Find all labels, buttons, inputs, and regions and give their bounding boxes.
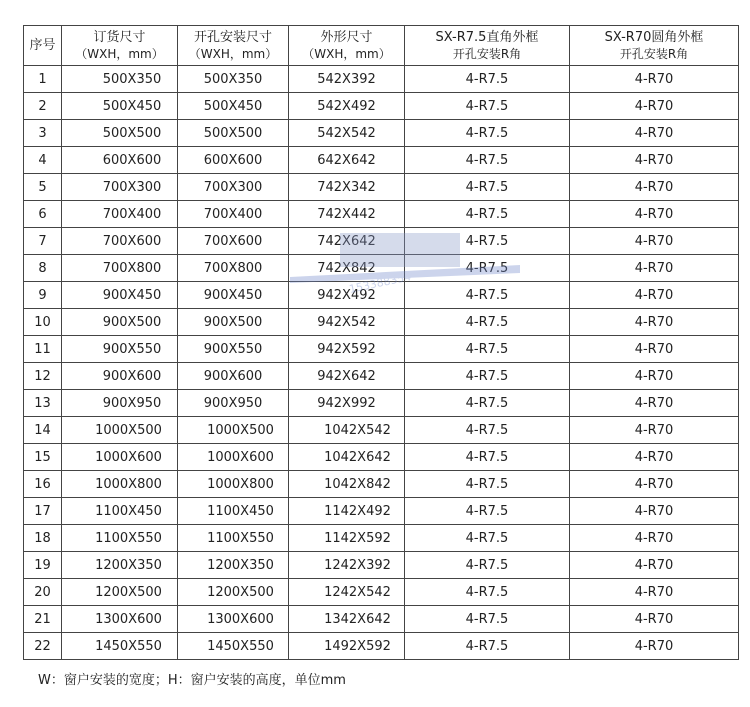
- table-row: [24, 147, 739, 174]
- cell-outer-size: 942X642: [289, 363, 405, 390]
- cell-order-size: 900X550: [62, 336, 178, 363]
- cell-r70-corner: 4-R70: [570, 66, 739, 93]
- cell-r75-corner: 4-R7.5: [405, 336, 570, 363]
- cell-order-size: 700X300: [62, 174, 178, 201]
- cell-outer-size: 1142X592: [289, 525, 405, 552]
- table-row: [24, 255, 739, 282]
- cell-r70-corner: 4-R70: [570, 309, 739, 336]
- cell-cut-size: 700X400: [178, 201, 289, 228]
- cell-cut-size: 700X300: [178, 174, 289, 201]
- table-row: [24, 201, 739, 228]
- cell-outer-size: 542X492: [289, 93, 405, 120]
- cell-seq: 14: [24, 417, 62, 444]
- cell-seq: 8: [24, 255, 62, 282]
- cell-outer-size: 742X842: [289, 255, 405, 282]
- cell-r75-corner: 4-R7.5: [405, 174, 570, 201]
- cell-r75-corner: 4-R7.5: [405, 525, 570, 552]
- watermark-text: 153388354: [347, 270, 413, 296]
- cell-r75-corner: 4-R7.5: [405, 444, 570, 471]
- cell-outer-size: 1242X392: [289, 552, 405, 579]
- table-row: [24, 174, 739, 201]
- cell-outer-size: 542X392: [289, 66, 405, 93]
- cell-cut-size: 1100X450: [178, 498, 289, 525]
- table-row: [24, 606, 739, 633]
- cell-outer-size: 1492X592: [289, 633, 405, 660]
- cell-outer-size: 1042X542: [289, 417, 405, 444]
- cell-r70-corner: 4-R70: [570, 255, 739, 282]
- cell-order-size: 1200X500: [62, 579, 178, 606]
- cell-r75-corner: 4-R7.5: [405, 228, 570, 255]
- cell-cut-size: 1450X550: [178, 633, 289, 660]
- cell-seq: 18: [24, 525, 62, 552]
- cell-order-size: 500X350: [62, 66, 178, 93]
- cell-cut-size: 500X350: [178, 66, 289, 93]
- cell-outer-size: 1042X842: [289, 471, 405, 498]
- cell-r70-corner: 4-R70: [570, 552, 739, 579]
- cell-cut-size: 500X500: [178, 120, 289, 147]
- header-r75-corner: SX-R7.5直角外框 开孔安装R角: [405, 26, 570, 66]
- cell-order-size: 700X600: [62, 228, 178, 255]
- cell-r75-corner: 4-R7.5: [405, 633, 570, 660]
- cell-outer-size: 942X542: [289, 309, 405, 336]
- cell-order-size: 600X600: [62, 147, 178, 174]
- header-outer-size: 外形尺寸 （WXH，mm）: [289, 26, 405, 66]
- cell-seq: 21: [24, 606, 62, 633]
- cell-outer-size: 1342X642: [289, 606, 405, 633]
- cell-cut-size: 600X600: [178, 147, 289, 174]
- cell-cut-size: 1000X500: [178, 417, 289, 444]
- cell-cut-size: 700X800: [178, 255, 289, 282]
- header-cut-size: 开孔安装尺寸 （WXH，mm）: [178, 26, 289, 66]
- cell-seq: 6: [24, 201, 62, 228]
- cell-seq: 12: [24, 363, 62, 390]
- cell-r75-corner: 4-R7.5: [405, 471, 570, 498]
- cell-cut-size: 1200X350: [178, 552, 289, 579]
- cell-r70-corner: 4-R70: [570, 120, 739, 147]
- cell-r75-corner: 4-R7.5: [405, 552, 570, 579]
- cell-cut-size: 700X600: [178, 228, 289, 255]
- spec-table: [23, 25, 739, 660]
- table-row: [24, 498, 739, 525]
- cell-r70-corner: 4-R70: [570, 390, 739, 417]
- cell-r70-corner: 4-R70: [570, 498, 739, 525]
- cell-outer-size: 942X492: [289, 282, 405, 309]
- cell-seq: 16: [24, 471, 62, 498]
- cell-seq: 11: [24, 336, 62, 363]
- table-row: [24, 309, 739, 336]
- cell-order-size: 1100X550: [62, 525, 178, 552]
- cell-seq: 7: [24, 228, 62, 255]
- cell-cut-size: 900X550: [178, 336, 289, 363]
- cell-seq: 1: [24, 66, 62, 93]
- table-row: [24, 444, 739, 471]
- cell-outer-size: 1042X642: [289, 444, 405, 471]
- cell-outer-size: 742X342: [289, 174, 405, 201]
- cell-outer-size: 742X442: [289, 201, 405, 228]
- cell-cut-size: 1100X550: [178, 525, 289, 552]
- cell-r70-corner: 4-R70: [570, 606, 739, 633]
- cell-r70-corner: 4-R70: [570, 363, 739, 390]
- cell-seq: 9: [24, 282, 62, 309]
- cell-seq: 22: [24, 633, 62, 660]
- table-row: [24, 282, 739, 309]
- cell-outer-size: 1142X492: [289, 498, 405, 525]
- table-row: [24, 471, 739, 498]
- cell-outer-size: 942X592: [289, 336, 405, 363]
- cell-r70-corner: 4-R70: [570, 417, 739, 444]
- cell-seq: 2: [24, 93, 62, 120]
- table-row: [24, 552, 739, 579]
- cell-order-size: 1450X550: [62, 633, 178, 660]
- cell-seq: 19: [24, 552, 62, 579]
- cell-order-size: 1300X600: [62, 606, 178, 633]
- table-row: [24, 363, 739, 390]
- cell-order-size: 1200X350: [62, 552, 178, 579]
- cell-outer-size: 1242X542: [289, 579, 405, 606]
- cell-r70-corner: 4-R70: [570, 633, 739, 660]
- cell-outer-size: 742X642: [289, 228, 405, 255]
- cell-cut-size: 900X500: [178, 309, 289, 336]
- cell-cut-size: 500X450: [178, 93, 289, 120]
- table-row: [24, 390, 739, 417]
- cell-order-size: 700X400: [62, 201, 178, 228]
- table-row: [24, 579, 739, 606]
- cell-r75-corner: 4-R7.5: [405, 282, 570, 309]
- cell-r75-corner: 4-R7.5: [405, 93, 570, 120]
- table-row: [24, 417, 739, 444]
- cell-r70-corner: 4-R70: [570, 282, 739, 309]
- cell-order-size: 900X500: [62, 309, 178, 336]
- cell-r75-corner: 4-R7.5: [405, 417, 570, 444]
- cell-r70-corner: 4-R70: [570, 525, 739, 552]
- cell-r75-corner: 4-R7.5: [405, 498, 570, 525]
- table-row: [24, 93, 739, 120]
- cell-cut-size: 900X450: [178, 282, 289, 309]
- cell-outer-size: 542X542: [289, 120, 405, 147]
- cell-r70-corner: 4-R70: [570, 336, 739, 363]
- cell-r75-corner: 4-R7.5: [405, 579, 570, 606]
- cell-r75-corner: 4-R7.5: [405, 255, 570, 282]
- cell-r70-corner: 4-R70: [570, 93, 739, 120]
- cell-r70-corner: 4-R70: [570, 579, 739, 606]
- cell-cut-size: 1000X800: [178, 471, 289, 498]
- cell-r70-corner: 4-R70: [570, 228, 739, 255]
- cell-order-size: 900X600: [62, 363, 178, 390]
- table-row: [24, 525, 739, 552]
- table-row: [24, 336, 739, 363]
- table-header-row: [24, 26, 739, 66]
- cell-r75-corner: 4-R7.5: [405, 309, 570, 336]
- cell-r75-corner: 4-R7.5: [405, 363, 570, 390]
- header-r70-corner: SX-R70圆角外框 开孔安装R角: [570, 26, 739, 66]
- cell-seq: 13: [24, 390, 62, 417]
- cell-order-size: 1000X600: [62, 444, 178, 471]
- cell-order-size: 900X450: [62, 282, 178, 309]
- cell-cut-size: 1200X500: [178, 579, 289, 606]
- cell-order-size: 1000X500: [62, 417, 178, 444]
- cell-cut-size: 1300X600: [178, 606, 289, 633]
- cell-seq: 15: [24, 444, 62, 471]
- cell-order-size: 1100X450: [62, 498, 178, 525]
- cell-cut-size: 900X950: [178, 390, 289, 417]
- cell-order-size: 500X450: [62, 93, 178, 120]
- cell-order-size: 500X500: [62, 120, 178, 147]
- cell-cut-size: 1000X600: [178, 444, 289, 471]
- cell-order-size: 1000X800: [62, 471, 178, 498]
- cell-order-size: 700X800: [62, 255, 178, 282]
- table-row: [24, 228, 739, 255]
- cell-r70-corner: 4-R70: [570, 174, 739, 201]
- cell-order-size: 900X950: [62, 390, 178, 417]
- cell-r75-corner: 4-R7.5: [405, 606, 570, 633]
- cell-seq: 4: [24, 147, 62, 174]
- table-body: [24, 66, 739, 660]
- table-row: [24, 66, 739, 93]
- cell-seq: 20: [24, 579, 62, 606]
- cell-outer-size: 942X992: [289, 390, 405, 417]
- header-order-size: 订货尺寸 （WXH，mm）: [62, 26, 178, 66]
- cell-seq: 3: [24, 120, 62, 147]
- table-row: [24, 120, 739, 147]
- cell-outer-size: 642X642: [289, 147, 405, 174]
- cell-r70-corner: 4-R70: [570, 201, 739, 228]
- cell-r75-corner: 4-R7.5: [405, 120, 570, 147]
- cell-r75-corner: 4-R7.5: [405, 390, 570, 417]
- header-seq: 序号: [24, 26, 62, 66]
- cell-r70-corner: 4-R70: [570, 147, 739, 174]
- cell-seq: 17: [24, 498, 62, 525]
- footnote: W：窗户安装的宽度；H：窗户安装的高度，单位mm: [38, 673, 346, 688]
- cell-r70-corner: 4-R70: [570, 471, 739, 498]
- table-row: [24, 633, 739, 660]
- cell-r75-corner: 4-R7.5: [405, 147, 570, 174]
- cell-r75-corner: 4-R7.5: [405, 66, 570, 93]
- cell-r70-corner: 4-R70: [570, 444, 739, 471]
- cell-cut-size: 900X600: [178, 363, 289, 390]
- cell-seq: 5: [24, 174, 62, 201]
- cell-r75-corner: 4-R7.5: [405, 201, 570, 228]
- cell-seq: 10: [24, 309, 62, 336]
